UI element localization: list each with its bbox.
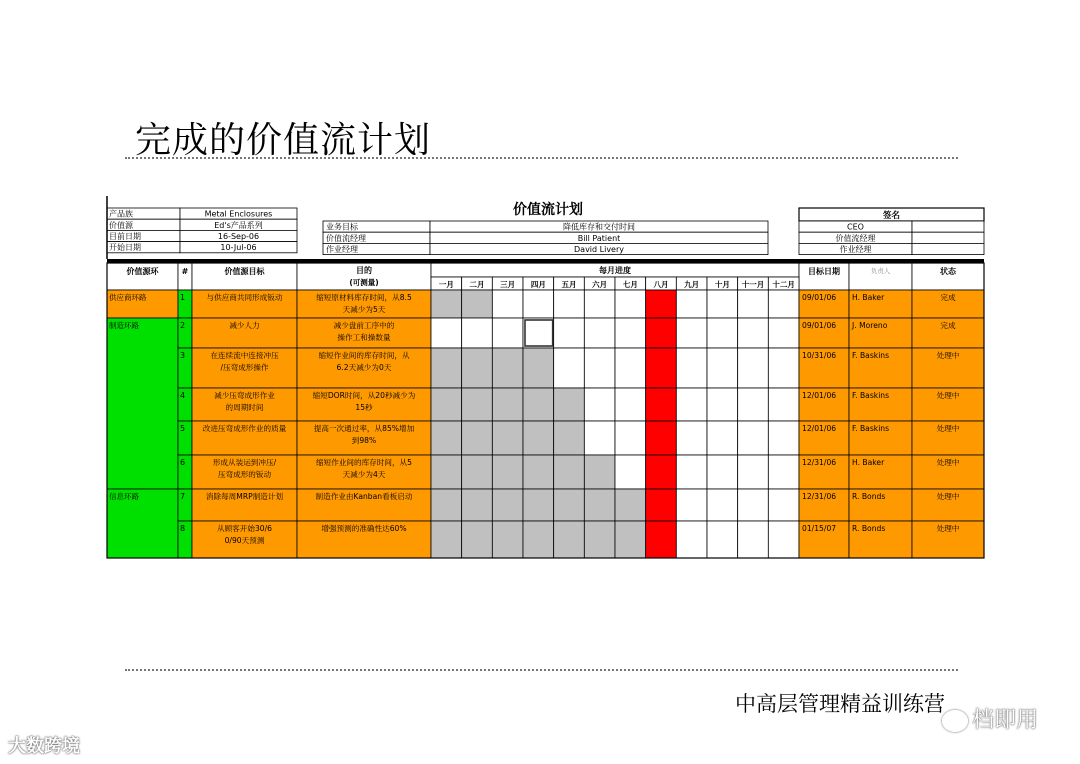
schedule-cell [431, 455, 462, 489]
schedule-cell [523, 521, 554, 558]
header-status: 状态 [940, 267, 956, 276]
month-header: 二月 [469, 280, 485, 289]
schedule-cell [431, 348, 462, 388]
schedule-cell [431, 421, 462, 455]
schedule-cell [768, 489, 799, 521]
row-owner: H. Baker [852, 293, 885, 302]
row-goal: 缩短原材料库存时间，从8.5 [316, 293, 412, 302]
footer-text: 中高层管理精益训练营 [735, 692, 945, 716]
schedule-cell [523, 421, 554, 455]
row-status: 处理中 [936, 492, 960, 501]
row-goal: 减少盘前工序中的 [333, 321, 395, 330]
schedule-cell [768, 455, 799, 489]
schedule-cell [707, 421, 738, 455]
schedule-cell [431, 290, 462, 318]
row-status: 处理中 [936, 424, 960, 433]
row-num: 6 [180, 458, 186, 467]
schedule-cell [431, 388, 462, 421]
loop-label: 信息环路 [109, 492, 139, 501]
row-owner: H. Baker [852, 458, 885, 467]
row-date: 12/01/06 [802, 391, 837, 400]
goal-label: 价值流经理 [326, 233, 366, 243]
schedule-cell [523, 489, 554, 521]
row-target: 的周期时间 [225, 403, 264, 412]
schedule-cell [431, 489, 462, 521]
row-date: 10/31/06 [802, 351, 837, 360]
row-owner: F. Baskins [852, 424, 890, 433]
schedule-cell [523, 290, 554, 318]
schedule-cell [462, 348, 493, 388]
schedule-cell [492, 318, 523, 348]
row-date: 09/01/06 [802, 321, 837, 330]
schedule-cell [462, 290, 493, 318]
schedule-cell [707, 290, 738, 318]
schedule-cell [738, 388, 769, 421]
schedule-cell [492, 348, 523, 388]
schedule-cell [523, 318, 554, 348]
month-header: 十月 [714, 280, 730, 289]
schedule-cell [615, 348, 646, 388]
row-num: 2 [180, 321, 186, 330]
schedule-cell [615, 521, 646, 558]
month-header: 十一月 [741, 280, 765, 289]
schedule-cell [676, 348, 707, 388]
schedule-cell [523, 348, 554, 388]
schedule-cell [584, 348, 615, 388]
schedule-cell [615, 318, 646, 348]
month-header: 四月 [530, 280, 546, 289]
header-schedule: 每月进度 [599, 266, 631, 275]
loop-cell [107, 318, 178, 489]
row-goal: 缩短作业间的库存时间，从 [318, 351, 410, 360]
row-target: 减少人力 [229, 321, 260, 330]
row-target: 0/90天预测 [224, 536, 265, 545]
goal-value: 降低库存和交付时间 [563, 222, 635, 232]
schedule-cell [646, 318, 677, 348]
watermark-left: 大数跨境 [8, 736, 80, 757]
goal-value: Bill Patient [577, 233, 621, 243]
row-target: 消除每周MRP制造计划 [205, 492, 284, 501]
header-date: 目标日期 [808, 267, 840, 276]
goal-label: 作业经理 [326, 245, 358, 254]
schedule-cell [431, 521, 462, 558]
schedule-cell [768, 348, 799, 388]
row-goal: 天减少为4天 [342, 470, 386, 479]
row-goal: 操作工和操数量 [337, 333, 391, 342]
info-value: 16-Sep-06 [217, 232, 260, 241]
schedule-cell [707, 455, 738, 489]
month-header: 八月 [653, 280, 669, 289]
schedule-cell [676, 290, 707, 318]
schedule-cell [707, 489, 738, 521]
row-num: 5 [180, 424, 186, 433]
schedule-cell [462, 421, 493, 455]
schedule-cell [462, 455, 493, 489]
schedule-cell [554, 521, 585, 558]
schedule-cell [584, 489, 615, 521]
plan-title: 价值流计划 [513, 202, 583, 218]
row-target: /压弯成形操作 [220, 363, 269, 372]
schedule-cell [492, 455, 523, 489]
month-header: 六月 [592, 280, 608, 289]
schedule-cell [492, 421, 523, 455]
schedule-cell [676, 388, 707, 421]
info-value: Ed's产品系列 [214, 220, 263, 230]
row-owner: J. Moreno [852, 321, 888, 330]
schedule-cell [615, 489, 646, 521]
schedule-cell [554, 455, 585, 489]
schedule-cell [768, 421, 799, 455]
schedule-cell [615, 421, 646, 455]
row-num: 7 [180, 492, 186, 501]
wechat-logo-icon [942, 710, 968, 732]
row-target: 改进压弯成形作业的质量 [202, 424, 287, 433]
schedule-cell [554, 348, 585, 388]
month-header: 五月 [561, 280, 577, 289]
schedule-cell [462, 318, 493, 348]
schedule-cell [584, 521, 615, 558]
schedule-cell [646, 489, 677, 521]
schedule-cell [676, 421, 707, 455]
row-target: 压弯成形的钣动 [217, 470, 272, 479]
row-goal: 到98% [351, 436, 377, 445]
schedule-cell [584, 388, 615, 421]
info-value: 10-Jul-06 [220, 243, 257, 253]
schedule-cell [738, 489, 769, 521]
schedule-cell [554, 421, 585, 455]
schedule-cell [738, 318, 769, 348]
row-status: 处理中 [936, 351, 960, 360]
schedule-cell [554, 388, 585, 421]
watermark-right-label: 档即用 [972, 708, 1039, 733]
schedule-cell [646, 421, 677, 455]
schedule-cell [492, 521, 523, 558]
month-header: 一月 [438, 280, 454, 289]
schedule-cell [584, 290, 615, 318]
footer-divider [125, 669, 958, 671]
schedule-cell [676, 455, 707, 489]
loop-label: 供应商环路 [109, 293, 147, 302]
schedule-cell [738, 290, 769, 318]
header-goal: 目的 [356, 266, 372, 275]
row-date: 12/01/06 [802, 424, 837, 433]
schedule-cell [707, 348, 738, 388]
info-value: Metal Enclosures [204, 209, 273, 219]
schedule-cell [738, 348, 769, 388]
row-target: 与供应商共同形成钣动 [206, 293, 283, 302]
schedule-cell [554, 489, 585, 521]
schedule-cell [646, 348, 677, 388]
goal-label: 业务目标 [326, 222, 358, 232]
signature-label: 作业经理 [839, 245, 872, 254]
schedule-cell [646, 388, 677, 421]
header-owner: 负责人 [870, 267, 891, 275]
page-title: 完成的价值流计划 [135, 120, 432, 161]
schedule-cell [554, 318, 585, 348]
row-target: 减少压弯成形作业 [214, 391, 275, 400]
row-date: 12/31/06 [802, 458, 837, 467]
row-goal: 15秒 [355, 403, 373, 412]
month-header: 三月 [500, 280, 516, 289]
row-goal: 提高一次通过率，从85%增加 [313, 424, 415, 433]
row-status: 处理中 [936, 524, 960, 533]
row-status: 处理中 [936, 391, 960, 400]
schedule-cell [584, 455, 615, 489]
schedule-cell [676, 489, 707, 521]
schedule-cell [462, 521, 493, 558]
schedule-cell [738, 521, 769, 558]
schedule-cell [676, 318, 707, 348]
row-goal: 缩短作业间的库存时间，从5 [316, 458, 412, 467]
signature-value-cell [912, 232, 984, 243]
info-label: 开始日期 [109, 243, 141, 253]
info-label: 产品族 [109, 209, 133, 219]
row-date: 12/31/06 [802, 492, 837, 501]
schedule-cell [646, 521, 677, 558]
row-date: 01/15/07 [802, 524, 837, 533]
row-goal: 制造作业由Kanban看板启动 [315, 492, 413, 501]
row-owner: R. Bonds [852, 492, 886, 501]
schedule-cell [646, 290, 677, 318]
schedule-cell [738, 455, 769, 489]
goal-value: David Livery [574, 245, 624, 254]
schedule-cell [523, 388, 554, 421]
schedule-cell [462, 388, 493, 421]
month-header: 十二月 [772, 280, 795, 289]
schedule-cell [707, 318, 738, 348]
row-target: 形成从装运到冲压/ [212, 458, 277, 467]
info-label: 价值源 [109, 220, 133, 230]
row-num: 8 [180, 524, 186, 533]
signature-label: 价值流经理 [835, 233, 876, 243]
schedule-cell [768, 388, 799, 421]
schedule-cell [492, 489, 523, 521]
schedule-cell [554, 290, 585, 318]
schedule-cell [707, 521, 738, 558]
month-header: 九月 [684, 280, 700, 289]
row-owner: F. Baskins [852, 391, 890, 400]
header-num: # [181, 267, 189, 276]
schedule-cell [768, 290, 799, 318]
signature-label: CEO [847, 222, 864, 232]
schedule-cell [768, 521, 799, 558]
schedule-cell [768, 318, 799, 348]
row-goal: 增强预测的准确性达60% [321, 524, 407, 533]
row-date: 09/01/06 [802, 293, 837, 302]
schedule-cell [431, 318, 462, 348]
row-status: 完成 [940, 321, 956, 330]
row-goal: 6.2天减少为0天 [336, 363, 392, 372]
signature-value-cell [912, 221, 984, 232]
row-status: 处理中 [936, 458, 960, 467]
row-target: 从顾客开始30/6 [216, 524, 273, 533]
signature-value-cell [912, 243, 984, 254]
month-header: 七月 [622, 280, 638, 289]
header-goal-sub: (可测量) [349, 278, 379, 287]
schedule-cell [615, 455, 646, 489]
row-owner: R. Bonds [852, 524, 886, 533]
schedule-cell [492, 290, 523, 318]
schedule-cell [615, 290, 646, 318]
row-num: 1 [180, 293, 186, 302]
watermark-right [942, 703, 1038, 734]
signature-header: 签名 [882, 211, 901, 221]
row-owner: F. Baskins [852, 351, 890, 360]
row-goal: 天减少为5天 [342, 305, 386, 314]
schedule-cell [584, 318, 615, 348]
schedule-cell [615, 388, 646, 421]
row-num: 4 [180, 391, 186, 400]
row-target: 在连续流中连接冲压 [210, 351, 279, 360]
schedule-cell [707, 388, 738, 421]
schedule-cell [738, 421, 769, 455]
schedule-cell [492, 388, 523, 421]
row-goal: 缩短DOR时间，从20秒减少为 [312, 391, 416, 400]
header-loop: 价值源环 [126, 267, 159, 276]
loop-label: 制造环路 [109, 321, 139, 330]
schedule-cell [462, 489, 493, 521]
info-label: 目前日期 [109, 232, 141, 241]
schedule-cell [646, 455, 677, 489]
schedule-cell [584, 421, 615, 455]
header-target: 价值源目标 [224, 267, 265, 276]
row-status: 完成 [940, 293, 956, 302]
row-num: 3 [180, 351, 186, 360]
schedule-cell [523, 455, 554, 489]
schedule-cell [676, 521, 707, 558]
